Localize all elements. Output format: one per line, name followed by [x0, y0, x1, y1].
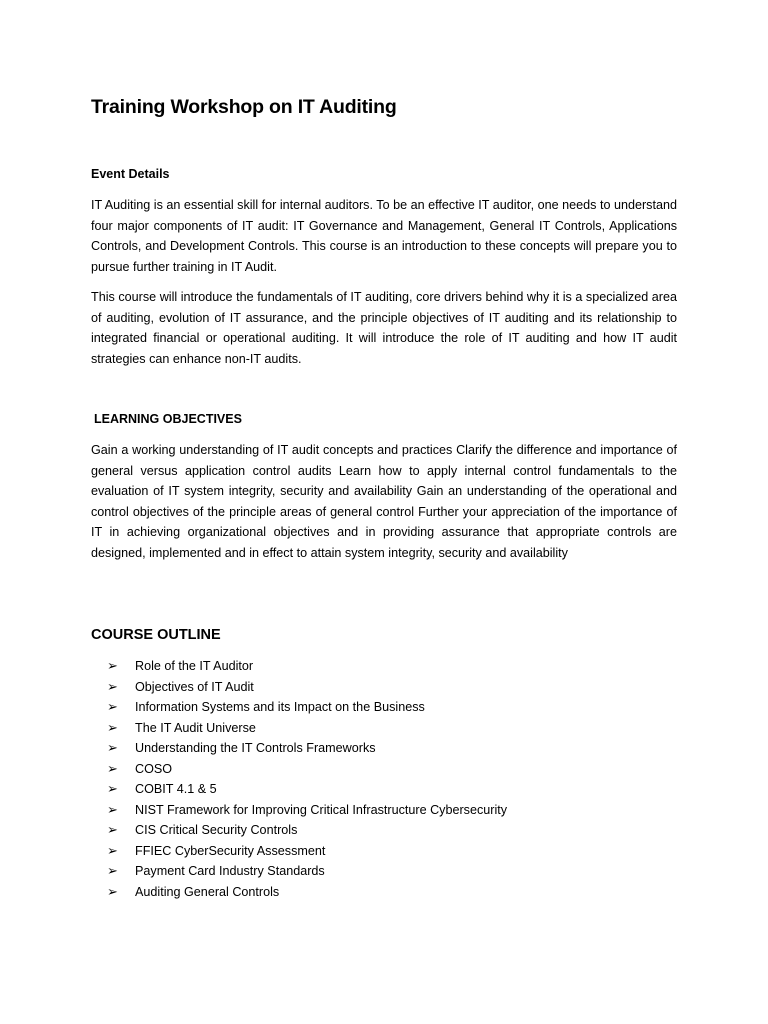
- list-item-label: Objectives of IT Audit: [135, 679, 254, 694]
- arrowhead-bullet-icon: ➢: [107, 883, 118, 899]
- list-item-label: NIST Framework for Improving Critical Infrastructure Cybersecurity: [135, 802, 508, 817]
- list-item: [91, 882, 507, 903]
- arrowhead-bullet-icon: ➢: [107, 822, 118, 837]
- list-item-label: Role of the IT Auditor: [135, 659, 254, 673]
- list-item: [91, 800, 507, 821]
- list-item: [91, 759, 507, 780]
- list-item-label: FFIEC CyberSecurity Assessment: [135, 843, 326, 858]
- list-item: [91, 841, 507, 862]
- arrowhead-bullet-icon: ➢: [107, 658, 118, 673]
- course-outline-heading: COURSE OUTLINE: [91, 627, 221, 643]
- list-item: [91, 677, 507, 698]
- arrowhead-bullet-icon: ➢: [107, 699, 118, 714]
- list-item-label: COBIT 4.1 & 5: [135, 782, 217, 796]
- arrowhead-bullet-icon: ➢: [107, 760, 118, 776]
- arrowhead-bullet-icon: ➢: [107, 678, 118, 694]
- arrowhead-bullet-icon: ➢: [107, 863, 118, 878]
- list-item-label: Understanding the IT Controls Frameworks: [135, 741, 376, 755]
- course-outline-list: [91, 656, 507, 902]
- arrowhead-bullet-icon: ➢: [107, 740, 118, 755]
- learning-objectives-heading: LEARNING OBJECTIVES: [94, 412, 242, 426]
- list-item: [91, 697, 507, 718]
- list-item: [91, 656, 507, 677]
- list-item: [91, 718, 507, 739]
- document-title: Training Workshop on IT Auditing: [91, 96, 397, 118]
- event-details-heading: Event Details: [91, 167, 170, 181]
- arrowhead-bullet-icon: ➢: [107, 719, 118, 735]
- list-item: [91, 820, 507, 841]
- list-item-label: COSO: [135, 761, 173, 776]
- list-item: [91, 738, 507, 759]
- arrowhead-bullet-icon: ➢: [107, 801, 118, 817]
- event-details-paragraph-1: IT Auditing is an essential skill for internal auditors. To be an effective IT auditor, one needs to understand four major components of IT audit: IT Governance and Management, General IT Controls, Applications Controls, and Development Controls. This course is an introduction to these concepts will prepare you to pursue further training in IT Audit.: [91, 198, 677, 274]
- event-details-paragraph-2: This course will introduce the fundamentals of IT auditing, core drivers behind why it is a specialized area of auditing, evolution of IT assurance, and the principle objectives of IT auditing and its relationship to integrated financial or operational auditing. It will introduce the role of IT auditing and how IT audit strategies can enhance non-IT audits.: [91, 290, 677, 366]
- list-item: [91, 779, 507, 800]
- list-item-label: Payment Card Industry Standards: [135, 864, 325, 878]
- arrowhead-bullet-icon: ➢: [107, 842, 118, 858]
- learning-objectives-text: Gain a working understanding of IT audit concepts and practices Clarify the difference and importance of general versus application control audits Learn how to apply internal control fundamentals to the evaluation of IT system integrity, security and availability Gain an understanding of the operational and control objectives of the principle areas of general control Further your appreciation of the importance of IT in achieving organizational objectives and in providing assurance that appropriate controls are designed, implemented and in effect to attain system integrity, security and availability: [91, 443, 677, 560]
- list-item-label: Information Systems and its Impact on the Business: [135, 700, 425, 714]
- list-item-label: CIS Critical Security Controls: [135, 823, 298, 837]
- list-item: [91, 861, 507, 882]
- list-item-label: The IT Audit Universe: [135, 720, 256, 735]
- arrowhead-bullet-icon: ➢: [107, 781, 118, 796]
- list-item-label: Auditing General Controls: [135, 884, 280, 899]
